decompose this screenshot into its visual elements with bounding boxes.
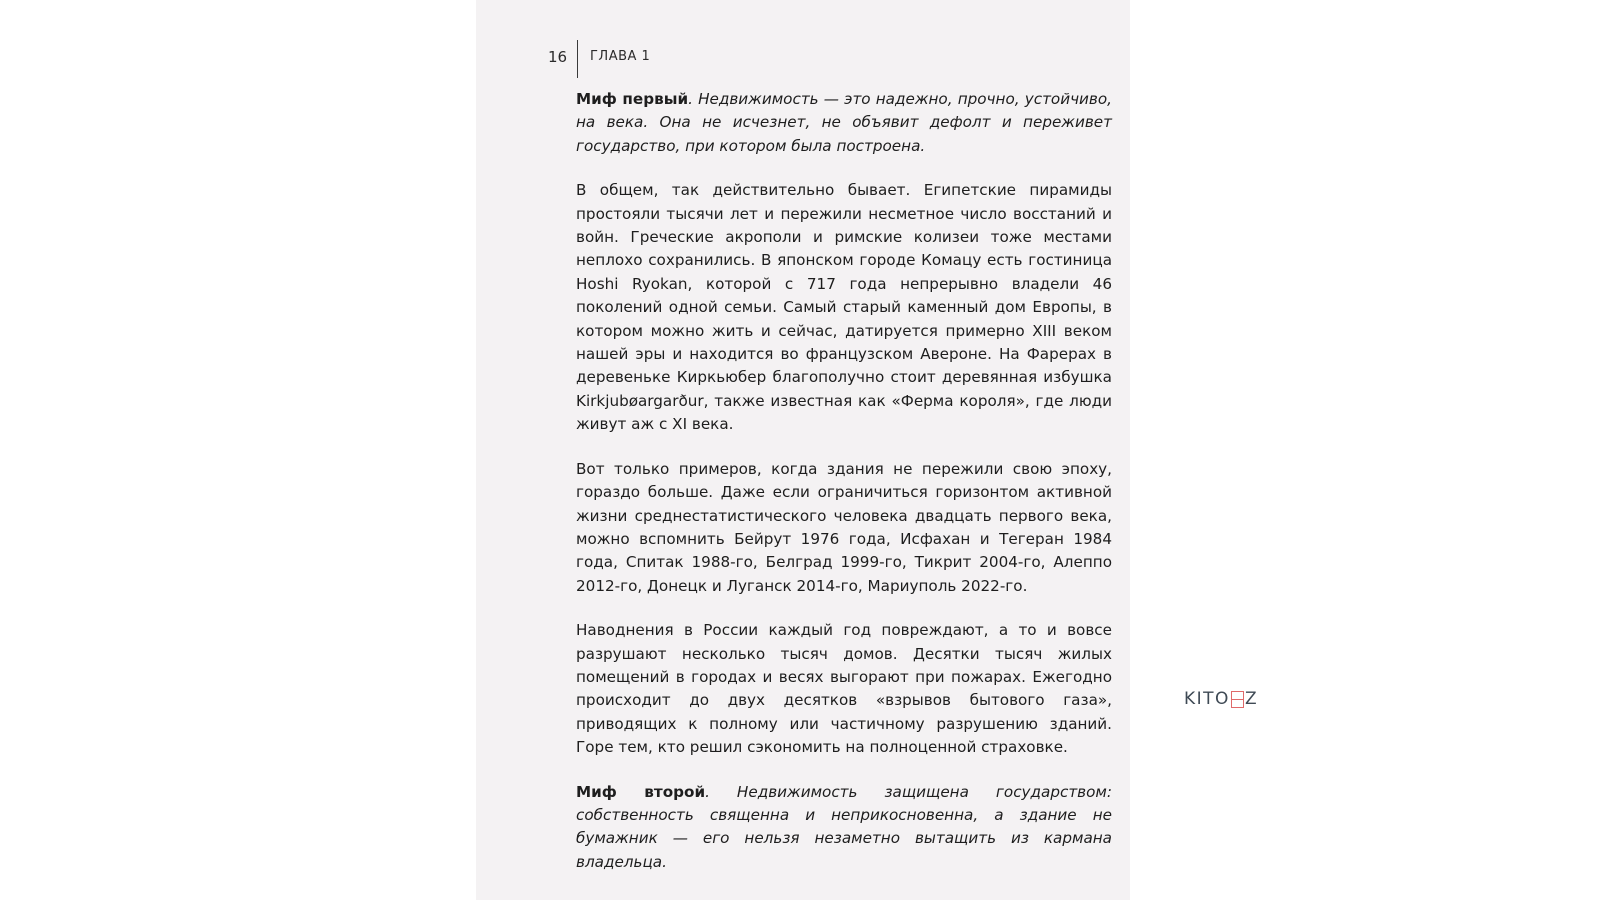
myth-one-title: Миф первый — [576, 90, 689, 108]
myth-one-text: . Недвижимость — это надежно, прочно, устойчиво, на века. Она не исчезнет, не объявит дефолт и переживет государство, при котором была построена. — [576, 90, 1112, 155]
page-header — [476, 40, 1130, 80]
myth-two-title: Миф второй — [576, 782, 706, 801]
page-body — [576, 88, 1112, 895]
watermark-text-right: Z — [1244, 689, 1259, 709]
watermark-text-left: KITO — [1184, 689, 1230, 709]
chapter-label: ГЛАВА 1 — [590, 49, 651, 64]
myth-two-paragraph — [576, 781, 1112, 875]
myth-two-text: . Недвижимость защищена государством: собственность священна и неприкосновенна, а здание не бумажник — его нельзя незаметно вытащить из кармана владельца. — [576, 782, 1112, 871]
body-paragraph-2: Вот только примеров, когда здания не пережили свою эпоху, гораздо больше. Даже если ограничиться горизонтом активной жизни среднестатистического человека двадцать первого века, можно вспомнить Бейрут 1976 года, Исфахан и Тегеран 1984 года, Спитак 1988-го, Белград 1999-го, Тикрит 2004-го, Алеппо 2012-го, Донецк и Луганск 2014-го, Мариуполь 2022-го. — [576, 459, 1112, 595]
kitobz-watermark — [1184, 689, 1258, 709]
book-page — [476, 0, 1130, 900]
header-divider — [577, 40, 578, 78]
body-paragraph-3: Наводнения в России каждый год повреждают, а то и вовсе разрушают несколько тысяч домов. Десятки тысяч жилых помещений в городах и весях выгорают при пожарах. Ежегодно происходит до двух десятков «взрывов бытового газа», приводящих к полному или частичному разрушению зданий. Горе тем, кто решил сэкономить на полноценной страховке. — [576, 621, 1112, 757]
watermark-logo-icon — [1231, 691, 1244, 708]
myth-one-paragraph — [576, 88, 1112, 158]
page-number: 16 — [548, 48, 568, 66]
body-paragraph-1: В общем, так действительно бывает. Египетские пирамиды простояли тысячи лет и пережили несметное число восстаний и войн. Греческие акрополи и римские колизеи тоже местами неплохо сохранились. В японском городе Комацу есть гостиница Hoshi Ryokan, которой с 717 года непрерывно владели 46 поколений одной семьи. Самый старый каменный дом Европы, в котором можно жить и сейчас, датируется примерно XIII веком нашей эры и находится во французском Авероне. На Фарерах в деревеньке Киркьюбер благополучно стоит деревянная избушка Kirkjubøargarður, также известная как «Ферма короля», где люди живут аж с XI века. — [576, 181, 1112, 434]
